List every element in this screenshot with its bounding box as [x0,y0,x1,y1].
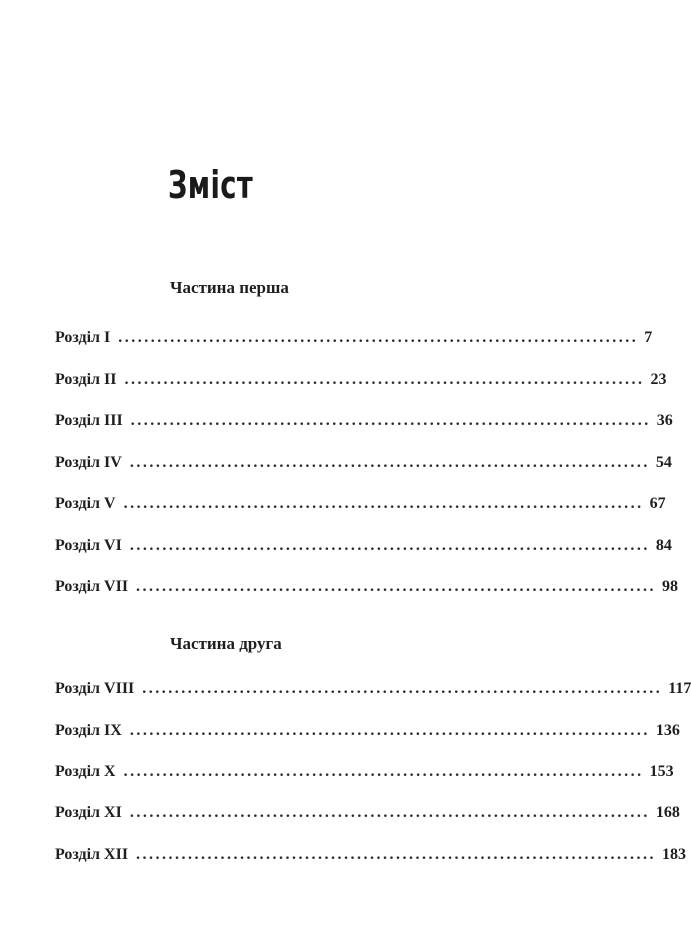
dot-leader: ................................................................................ [129,454,650,471]
dot-leader: ................................................................................ [142,680,663,697]
toc-entry-chapter-11[interactable] [55,803,680,823]
toc-entry-page-number: 98 [662,578,679,595]
toc-entry-chapter-8[interactable] [55,679,691,699]
toc-entry-chapter-6[interactable] [55,536,672,556]
toc-entry-label: Розділ XII [55,846,129,863]
dot-leader: ................................................................................ [123,763,644,780]
toc-entry-label: Розділ III [55,412,123,429]
toc-entry-page-number: 23 [650,371,667,388]
toc-entry-page-number: 36 [656,412,673,429]
toc-entry-page-number: 7 [644,329,653,346]
toc-entry-chapter-10[interactable] [55,762,674,782]
page-title: Зміст [168,163,254,207]
toc-entry-page-number: 136 [655,722,680,739]
toc-entry-chapter-1[interactable] [55,328,653,348]
toc-entry-page-number: 67 [649,495,666,512]
toc-entry-label: Розділ V [55,495,116,512]
toc-entry-label: Розділ I [55,329,111,346]
toc-entry-label: Розділ XI [55,804,122,821]
dot-leader: ................................................................................ [130,412,651,429]
dot-leader: ................................................................................ [129,537,650,554]
toc-entry-chapter-9[interactable] [55,721,680,741]
toc-entry-page-number: 84 [655,537,672,554]
toc-entry-label: Розділ IX [55,722,122,739]
toc-entry-label: Розділ VI [55,537,122,554]
toc-entry-label: Розділ II [55,371,117,388]
dot-leader: ................................................................................ [118,329,639,346]
toc-entry-chapter-2[interactable] [55,370,667,390]
toc-entry-chapter-3[interactable] [55,411,673,431]
toc-entry-page-number: 168 [655,804,680,821]
part-heading-2: Частина друга [170,634,282,653]
dot-leader: ................................................................................ [136,578,657,595]
toc-entry-page-number: 54 [655,454,672,471]
toc-entry-label: Розділ IV [55,454,122,471]
dot-leader: ................................................................................ [129,722,650,739]
toc-entry-chapter-5[interactable] [55,494,666,514]
toc-entry-page-number: 183 [662,846,687,863]
toc-entry-label: Розділ VIII [55,680,135,697]
dot-leader: ................................................................................ [124,371,645,388]
toc-entry-chapter-7[interactable] [55,577,679,597]
toc-entry-label: Розділ VII [55,578,129,595]
toc-entry-page-number: 153 [649,763,674,780]
part-heading-1: Частина перша [170,278,289,297]
dot-leader: ................................................................................ [129,804,650,821]
dot-leader: ................................................................................ [123,495,644,512]
dot-leader: ................................................................................ [136,846,657,863]
toc-entry-chapter-12[interactable] [55,845,687,865]
toc-entry-label: Розділ X [55,763,116,780]
toc-entry-chapter-4[interactable] [55,453,672,473]
toc-entry-page-number: 117 [668,680,691,697]
